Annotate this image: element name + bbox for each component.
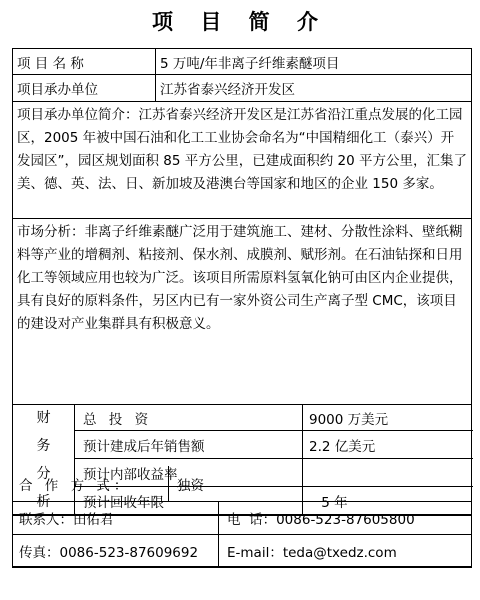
- project-name-value: 5 万吨/年非离子纤维素醚项目: [160, 55, 340, 72]
- market-analysis-paragraph: 市场分析：非离子纤维素醚广泛用于建筑施工、建材、分散性涂料、壁纸糊料等产业的增稠剂、粘接剂、保水剂、成膜剂、赋形剂。在石油钻探和日用化工等领域应用也较为广泛。该项目所需原料氢氧化钠可由区内企业提供，具有良好的原料条件，另区内已有一家外资公司生产离子型 CMC，该项目的建设对产业集群具有积极意义。: [17, 224, 463, 332]
- contact-fax: 传真：0086-523-87609692: [13, 535, 219, 567]
- undertaker-label: 项目承办单位: [13, 75, 156, 101]
- row-undertaker: [13, 75, 471, 102]
- row-intro: [13, 102, 471, 219]
- annual-sales-value: 2.2 亿美元: [309, 438, 376, 455]
- annual-sales-label: 预计建成后年销售额: [75, 431, 303, 458]
- irr-label: 预计内部收益率: [75, 459, 303, 486]
- finance-label-char: 分: [36, 465, 51, 482]
- finance-row-annual-sales: [75, 431, 473, 459]
- row-project-name: [13, 49, 471, 75]
- contact-table: [12, 466, 472, 568]
- payback-label: 预计回收年限: [75, 487, 303, 515]
- intro-paragraph: 项目承办单位简介：江苏省泰兴经济开发区是江苏省沿江重点发展的化工园区，2005 年被中国石油和化工工业协会命名为“中国精细化工（泰兴）开发园区”，园区规划面积 85 平方公里，已建成面积约 20 平方公里，汇集了美、德、英、法、日、新加坡及港澳台等国家和地区的企业 150 多家。: [17, 107, 468, 192]
- cooperation-label: 合 作 方 式：: [13, 466, 169, 501]
- cooperation-value: 独资: [177, 477, 204, 494]
- row-cooperation-mode: [13, 466, 471, 502]
- contact-person: 联系人：田佑君: [13, 502, 219, 534]
- payback-value: 5 年: [317, 495, 348, 511]
- total-investment-value: 9000 万美元: [309, 411, 389, 428]
- project-name-label: 项 目 名 称: [13, 49, 156, 74]
- row-market-analysis: [13, 219, 471, 405]
- undertaker-value: 江苏省泰兴经济开发区: [160, 82, 295, 98]
- row-contact-phone: [13, 502, 471, 535]
- finance-label-char: 析: [36, 493, 51, 510]
- finance-row-total-investment: [75, 405, 473, 431]
- finance-label-char: 务: [36, 437, 51, 454]
- document-title: 项 目 简 介: [152, 10, 328, 34]
- row-fax-email: [13, 535, 471, 567]
- contact-phone: 电 话：0086-523-87605800: [227, 512, 415, 528]
- total-investment-label: 总 投 资: [75, 405, 303, 430]
- finance-label-char: 财: [36, 409, 51, 426]
- contact-email: E-mail：teda@txedz.com: [227, 545, 397, 561]
